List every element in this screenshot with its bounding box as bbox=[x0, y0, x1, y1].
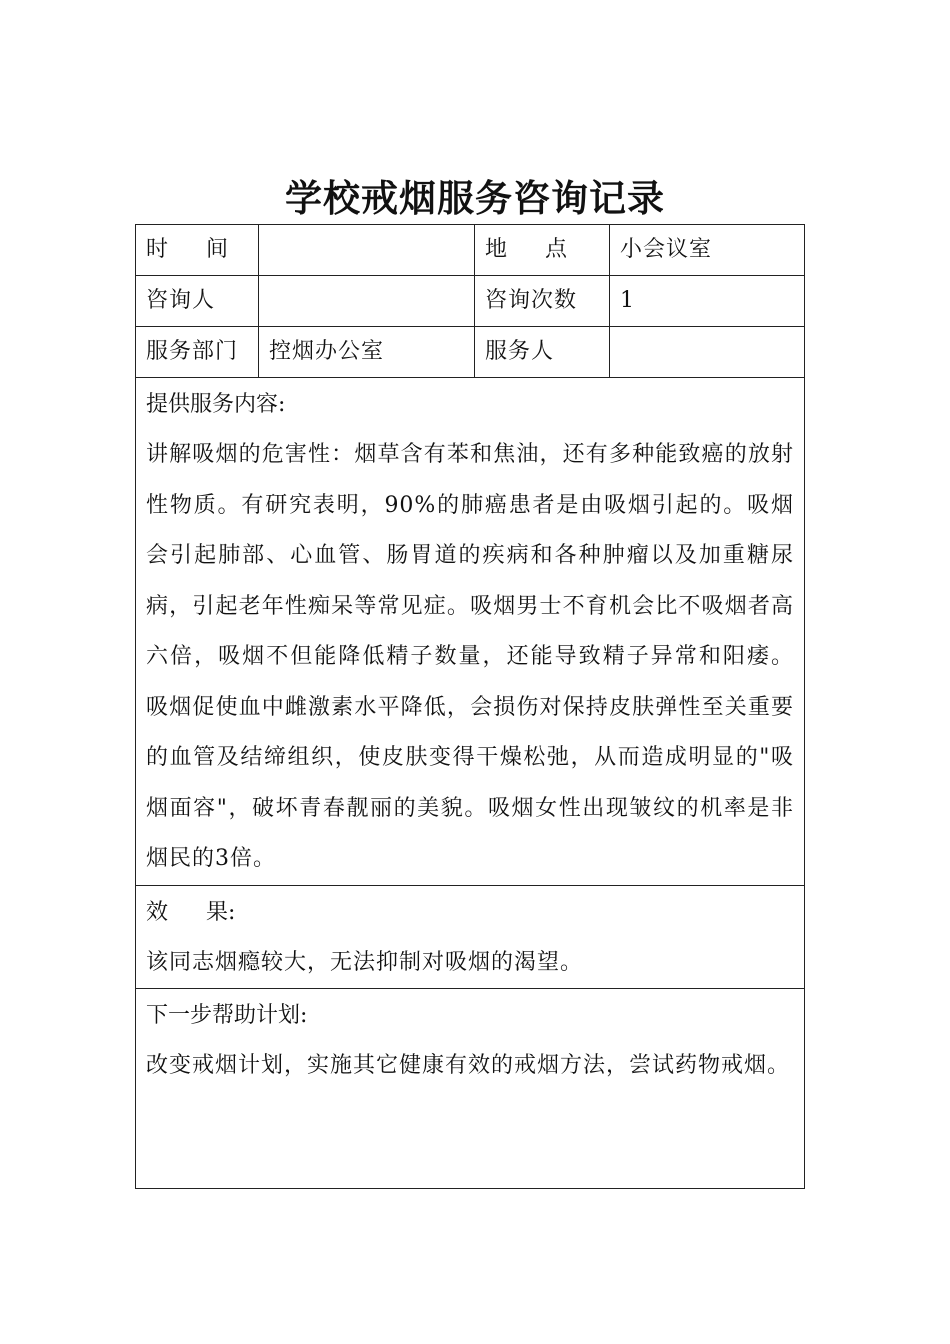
table-row bbox=[136, 989, 805, 1189]
server-value[interactable] bbox=[610, 327, 805, 378]
service-content-text[interactable]: 讲解吸烟的危害性：烟草含有苯和焦油，还有多种能致癌的放射性物质。有研究表明，90%的肺癌患者是由吸烟引起的。吸烟会引起肺部、心血管、肠胃道的疾病和各种肿瘤以及加重糖尿病，引起老年性痴呆等常见症。吸烟男士不育机会比不吸烟者高六倍，吸烟不但能降低精子数量，还能导致精子异常和阳痿。 吸烟促使血中雌激素水平降低，会损伤对保持皮肤弹性至关重要的血管及结缔组织，使皮肤变得干燥松弛，从而造成明显的"吸烟面容"，破坏青春靓丽的美貌。吸烟女性出现皱纹的机率是非烟民的3倍。 bbox=[146, 442, 794, 871]
table-row bbox=[136, 225, 805, 276]
effect-heading: 效 果: bbox=[146, 899, 236, 925]
page-title: 学校戒烟服务咨询记录 bbox=[285, 176, 665, 220]
count-value[interactable]: 1 bbox=[610, 276, 805, 327]
table-row bbox=[136, 378, 805, 886]
service-content-cell bbox=[136, 378, 805, 886]
plan-heading: 下一步帮助计划: bbox=[146, 1003, 308, 1028]
department-label: 服务部门 bbox=[136, 327, 259, 378]
effect-cell bbox=[136, 885, 805, 989]
table-row bbox=[136, 885, 805, 989]
plan-text[interactable]: 改变戒烟计划，实施其它健康有效的戒烟方法，尝试药物戒烟。 bbox=[146, 1053, 791, 1078]
service-content-heading: 提供服务内容: bbox=[146, 392, 286, 417]
time-label: 时 间 bbox=[136, 225, 259, 276]
consultant-value[interactable] bbox=[259, 276, 475, 327]
time-value[interactable] bbox=[259, 225, 475, 276]
consultation-record-table bbox=[135, 224, 805, 1189]
consultant-label: 咨询人 bbox=[136, 276, 259, 327]
table-row bbox=[136, 327, 805, 378]
plan-cell bbox=[136, 989, 805, 1189]
effect-text[interactable]: 该同志烟瘾较大，无法抑制对吸烟的渴望。 bbox=[146, 949, 584, 975]
server-label: 服务人 bbox=[475, 327, 610, 378]
department-value[interactable]: 控烟办公室 bbox=[259, 327, 475, 378]
count-label: 咨询次数 bbox=[475, 276, 610, 327]
place-label: 地 点 bbox=[475, 225, 610, 276]
place-value[interactable]: 小会议室 bbox=[610, 225, 805, 276]
table-row bbox=[136, 276, 805, 327]
